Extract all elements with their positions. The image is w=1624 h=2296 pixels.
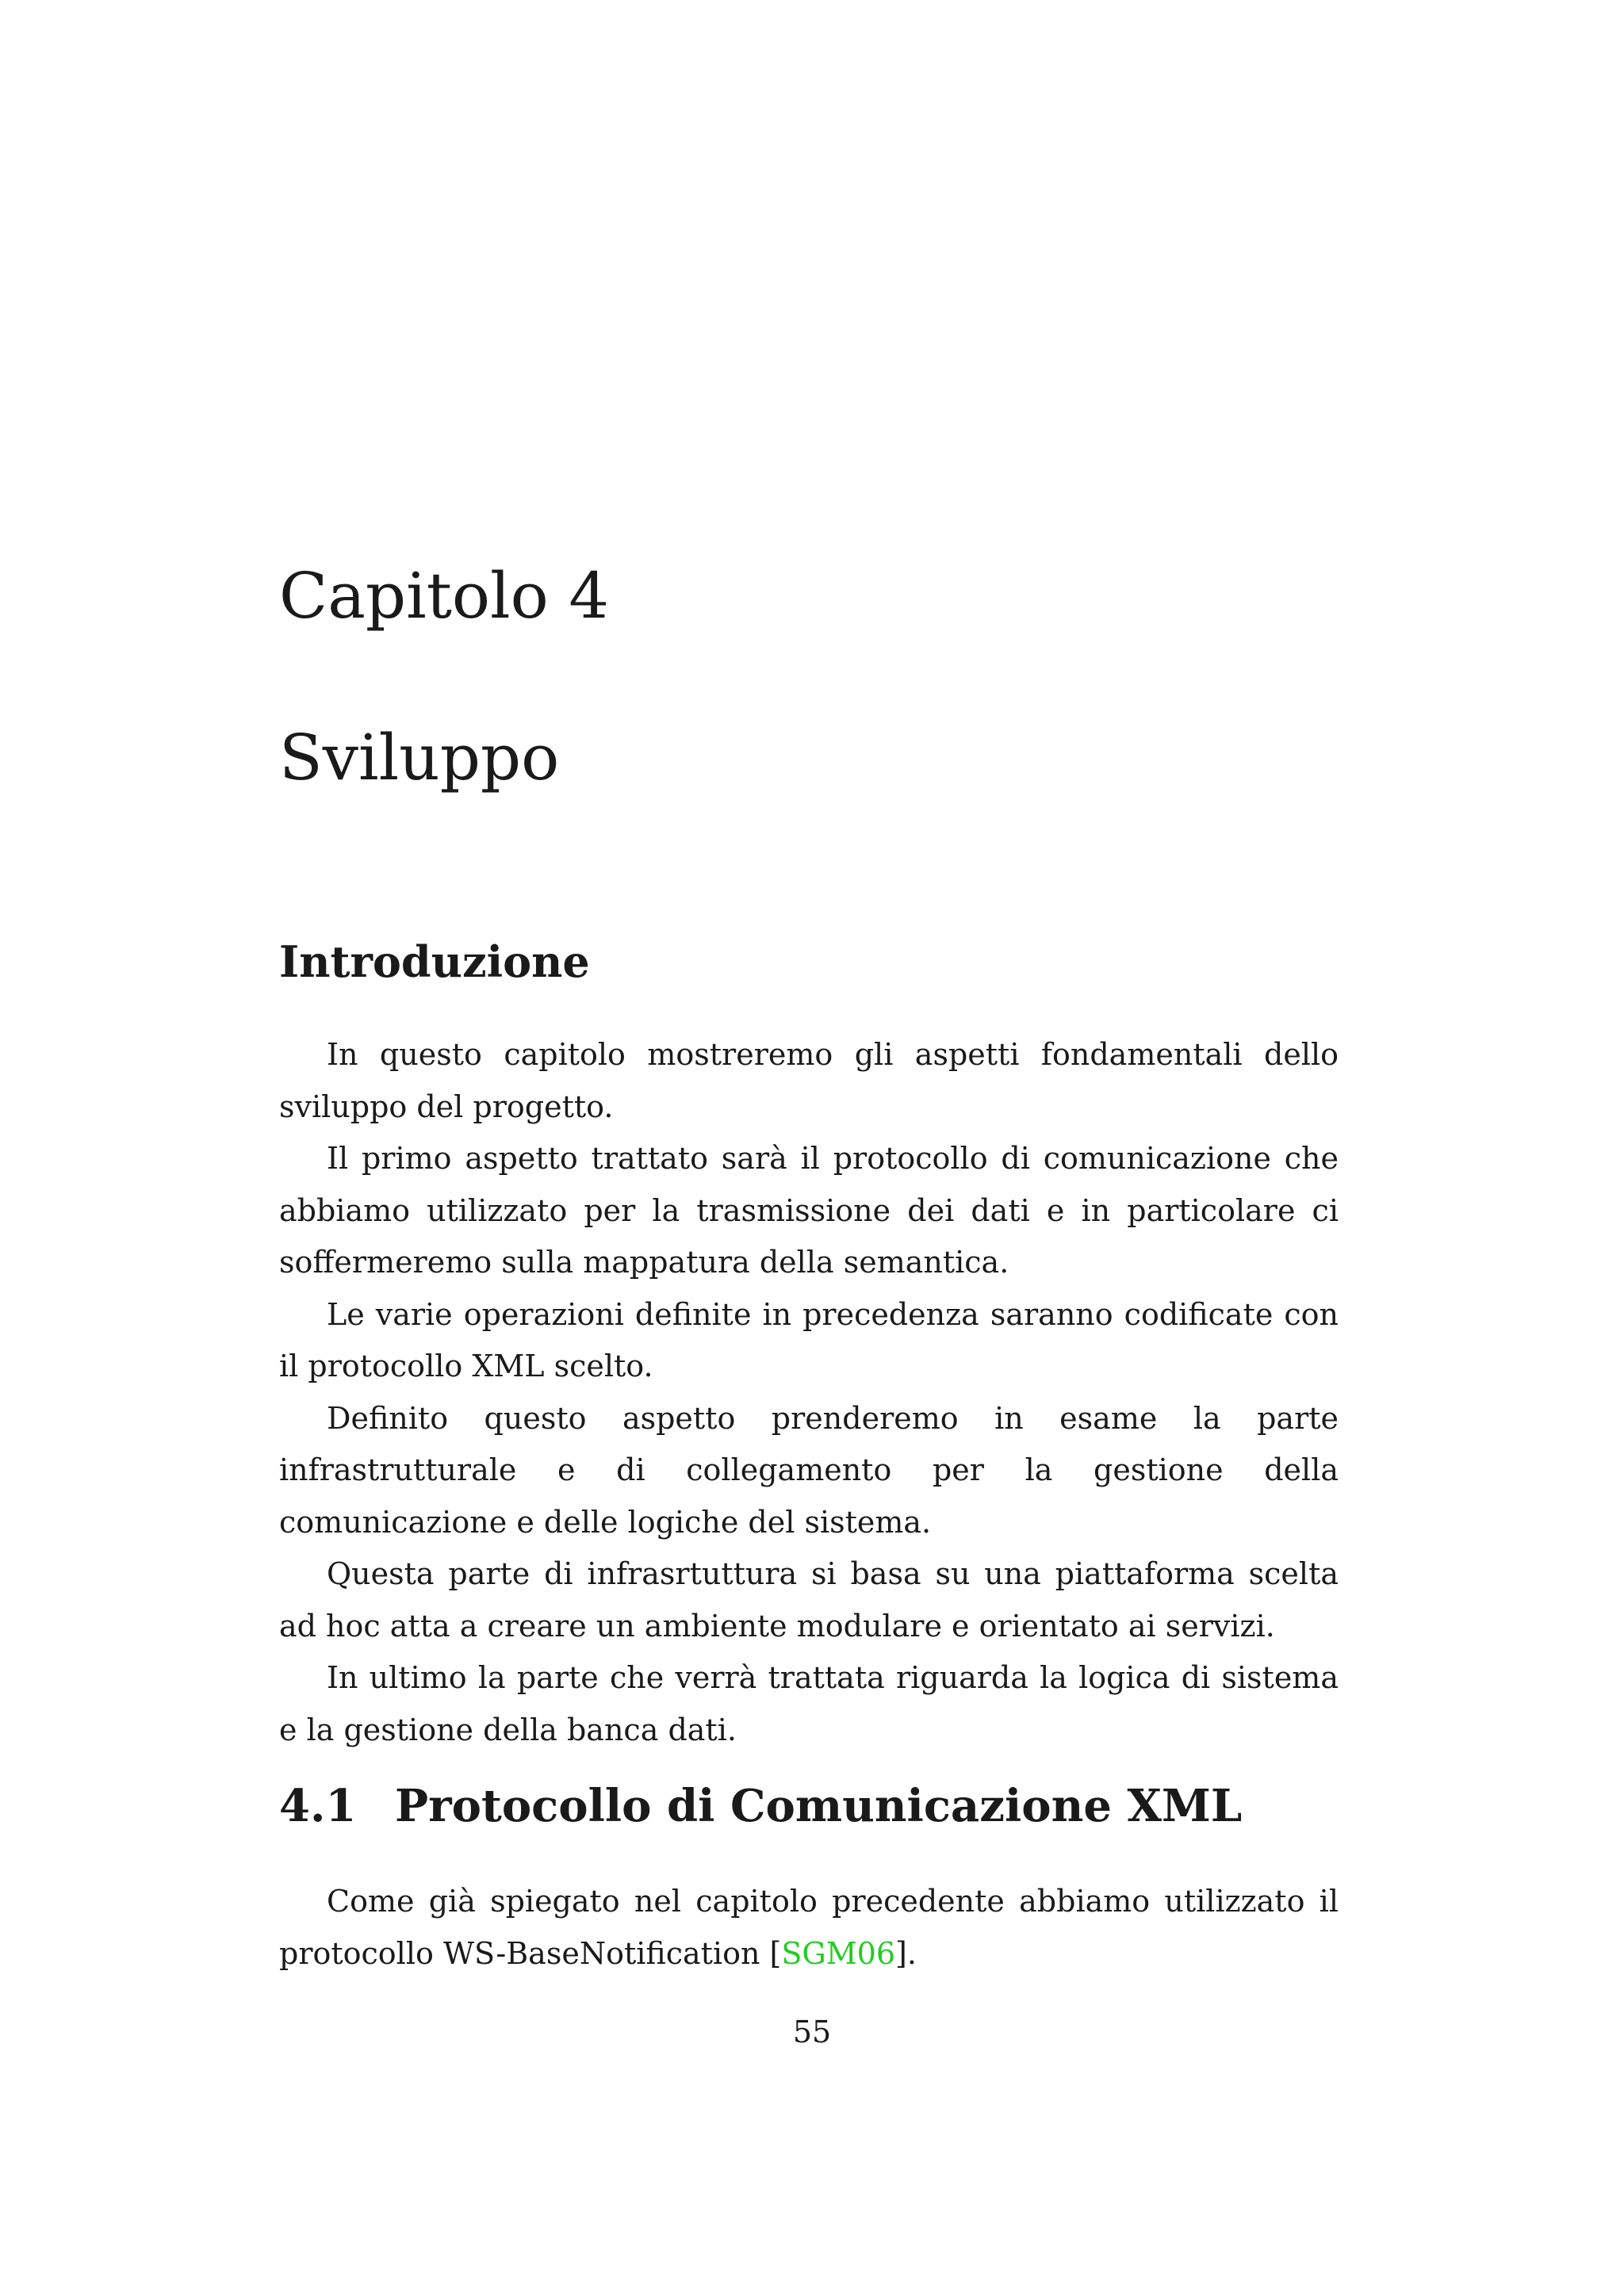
intro-heading: Introduzione xyxy=(279,936,590,987)
section-paragraph-text: Come già spiegato nel capitolo precedente abbiamo utilizzato il protocollo WS-BaseNotification xyxy=(279,1884,1339,1971)
page-number: 55 xyxy=(792,2015,832,2049)
intro-paragraph: Il primo aspetto trattato sarà il protocollo di comunicazione che abbiamo utilizzato per la trasmissione dei dati e in particolare ci soffermeremo sulla mappatura della semantica. xyxy=(279,1141,1339,1280)
intro-paragraph: Le varie operazioni definite in precedenza saranno codificate con il protocollo XML scelto. xyxy=(279,1296,1339,1383)
intro-paragraph: In questo capitolo mostreremo gli aspetti fondamentali dello sviluppo del progetto. xyxy=(279,1037,1339,1124)
section-body xyxy=(279,1876,1339,1980)
section-heading xyxy=(279,1780,1243,1832)
intro-body xyxy=(279,1029,1339,1756)
intro-paragraph: Questa parte di infrasrtuttura si basa su una piattaforma scelta ad hoc atta a creare un ambiente modulare e orientato ai servizi. xyxy=(279,1556,1339,1644)
section-paragraph xyxy=(279,1876,1339,1980)
section-title: Protocollo di Comunicazione XML xyxy=(395,1780,1243,1832)
section-number: 4.1 xyxy=(279,1780,357,1832)
chapter-label: Capitolo 4 xyxy=(279,559,610,633)
intro-paragraph: In ultimo la parte che verrà trattata riguarda la logica di sistema e la gestione della banca dati. xyxy=(279,1660,1339,1747)
citation-open-bracket: [ xyxy=(769,1935,782,1971)
chapter-title: Sviluppo xyxy=(279,721,560,794)
citation-close-bracket: ]. xyxy=(895,1935,917,1971)
citation-link[interactable]: SGM06 xyxy=(781,1935,896,1971)
intro-paragraph: Definito questo aspetto prenderemo in esame la parte infrastrutturale e di collegamento per la gestione della comunicazione e delle logiche del sistema. xyxy=(279,1400,1339,1540)
